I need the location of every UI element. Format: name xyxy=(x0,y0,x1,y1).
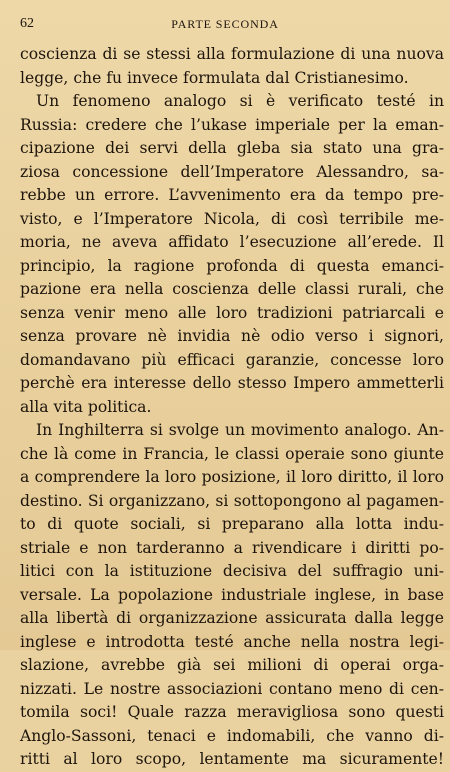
text-line: principio, la ragione profonda di questa emanci- xyxy=(20,256,444,275)
text-line: cipazione dei servi della gleba sia stato una gra- xyxy=(20,139,444,157)
text-line: In Inghilterra si svolge un movimento analogo. An- xyxy=(36,421,444,439)
page-header xyxy=(0,12,450,34)
text-line: coscienza di se stessi alla formulazione di una nuova xyxy=(20,45,444,63)
text-line: a comprendere la loro posizione, il loro diritto, il loro xyxy=(20,468,444,486)
page-number: 62 xyxy=(20,16,34,31)
text-line: tomila soci! Quale razza meravigliosa sono questi xyxy=(20,703,444,721)
text-line: versale. La popolazione industriale inglese, in base xyxy=(20,585,444,604)
text-line: nizzati. Le nostre associazioni contano meno di cen- xyxy=(20,679,444,698)
text-line: ritti al loro scopo, lentamente ma sicuramente! xyxy=(20,750,444,768)
text-line: to di quote sociali, si preparano alla lotta indu- xyxy=(20,515,444,533)
text-line: destino. Si organizzano, si sottopongono al pagamen- xyxy=(20,491,444,510)
running-title: PARTE SECONDA xyxy=(171,17,279,31)
text-line: ziosa concessione dell’Imperatore Alessandro, sa- xyxy=(20,162,444,181)
text-line: Russia: credere che l’ukase imperiale per la eman- xyxy=(20,115,444,134)
text-line: perchè era interesse dello stesso Impero ammetterli xyxy=(20,374,444,392)
text-line: che là come in Francia, le classi operaie sono giunte xyxy=(20,444,444,463)
body-text xyxy=(20,43,444,772)
text-line: litici con la istituzione decisiva del suffragio uni- xyxy=(20,562,444,580)
text-line: moria, ne aveva affidato l’esecuzione all’erede. Il xyxy=(20,233,444,251)
text-line: visto, e l’Imperatore Nicola, di così terribile me- xyxy=(20,209,444,228)
text-line: inglese e introdotta testé anche nella nostra legi- xyxy=(20,632,444,651)
text-line: Un fenomeno analogo si è verificato testé in xyxy=(36,92,444,110)
text-line: rebbe un errore. L’avvenimento era da tempo pre- xyxy=(20,186,444,204)
text-line: alla libertà di organizzazione assicurata dalla legge xyxy=(20,609,444,627)
text-line: senza venir meno alle loro tradizioni patriarcali e xyxy=(20,303,444,322)
text-line: striale e non tarderanno a rivendicare i diritti po- xyxy=(20,538,444,557)
text-line: legge, che fu invece formulata dal Cristianesimo. xyxy=(20,68,409,87)
text-line: alla vita politica. xyxy=(20,397,152,416)
text-line: slazione, avrebbe già sei milioni di operai orga- xyxy=(20,656,444,674)
text-line: senza provare nè invidia nè odio verso i signori, xyxy=(20,327,444,345)
text-line: pazione era nella coscienza delle classi rurali, che xyxy=(20,280,444,298)
text-line: Anglo-Sassoni, tenaci e indomabili, che vanno di- xyxy=(20,726,444,745)
text-line: domandavano più efficaci garanzie, concesse loro xyxy=(20,350,444,369)
